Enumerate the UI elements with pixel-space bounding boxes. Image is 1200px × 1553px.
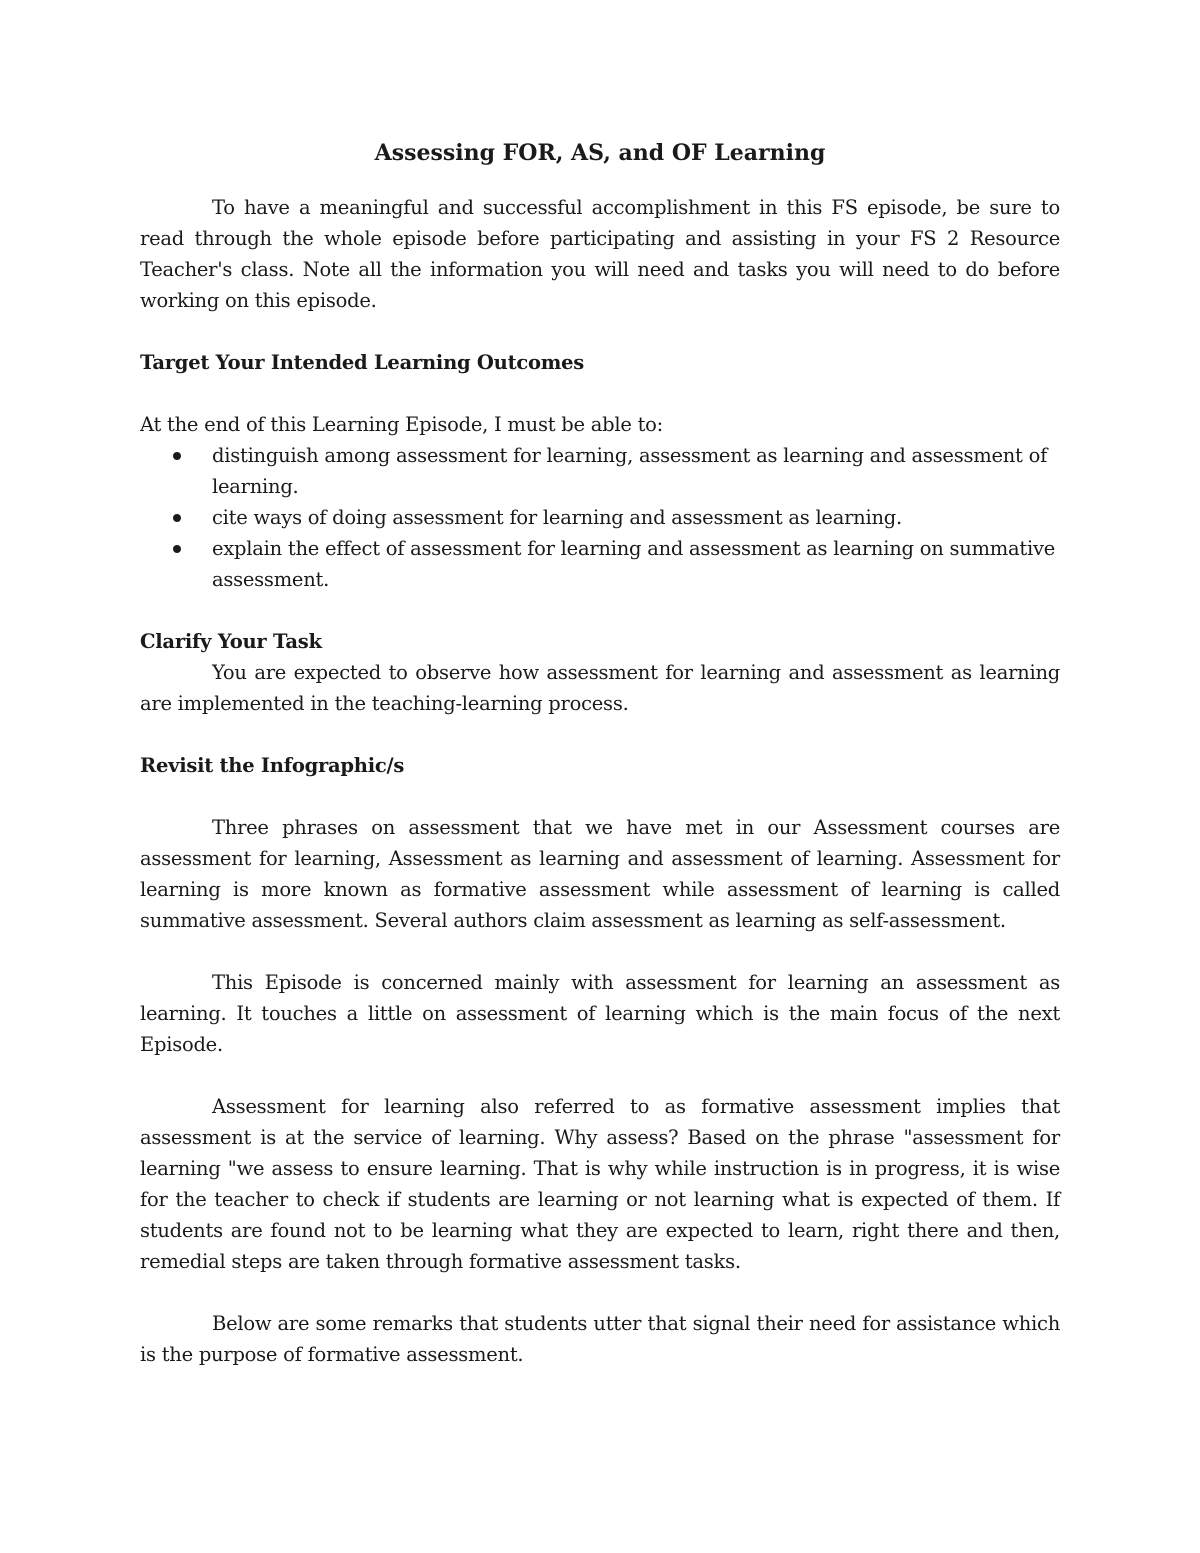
outcome-text: cite ways of doing assessment for learning and assessment as learning. (212, 506, 902, 529)
body-paragraph: Assessment for learning also referred to as formative assessment implies that assessment is at the service of learning. Why assess? Based on the phrase "assessment for learning "we assess to ensure learning. That is why while instruction is in progress, it is wise for the teacher to check if students are learning or not learning what is expected of them. If students are found not to be learning what they are expected to learn, right there and then, remedial steps are taken through formative assessment tasks. (140, 1095, 1060, 1273)
document-title: Assessing FOR, AS, and OF Learning (374, 140, 826, 166)
bullet-icon (173, 452, 181, 460)
body-paragraph: This Episode is concerned mainly with assessment for learning an assessment as learning. It touches a little on assessment of learning which is the main focus of the next Episode. (140, 971, 1060, 1056)
outcomes-lead: At the end of this Learning Episode, I must be able to: (140, 413, 663, 436)
bullet-icon (173, 514, 181, 522)
intro-paragraph: To have a meaningful and successful accomplishment in this FS episode, be sure to read through the whole episode before participating and assisting in your FS 2 Resource Teacher's class. Note all the information you will need and tasks you will need to do before working on this episode. (140, 196, 1060, 312)
list-item (140, 533, 1060, 595)
body-paragraph: Below are some remarks that students utter that signal their need for assistance which is the purpose of formative assessment. (140, 1312, 1060, 1366)
outcomes-list (140, 440, 1060, 595)
list-item (140, 440, 1060, 502)
document-page (140, 138, 1060, 1370)
infographic-heading: Revisit the Infographic/s (140, 754, 405, 777)
outcomes-heading: Target Your Intended Learning Outcomes (140, 351, 584, 374)
task-paragraph: You are expected to observe how assessment for learning and assessment as learning are implemented in the teaching-learning process. (140, 661, 1060, 715)
bullet-icon (173, 545, 181, 553)
outcome-text: explain the effect of assessment for learning and assessment as learning on summative assessment. (212, 537, 1056, 591)
task-heading: Clarify Your Task (140, 630, 322, 653)
list-item (140, 502, 1060, 533)
outcome-text: distinguish among assessment for learning, assessment as learning and assessment of learning. (212, 444, 1048, 498)
body-paragraph: Three phrases on assessment that we have met in our Assessment courses are assessment for learning, Assessment as learning and assessment of learning. Assessment for learning is more known as formative assessment while assessment of learning is called summative assessment. Several authors claim assessment as learning as self-assessment. (140, 816, 1060, 932)
